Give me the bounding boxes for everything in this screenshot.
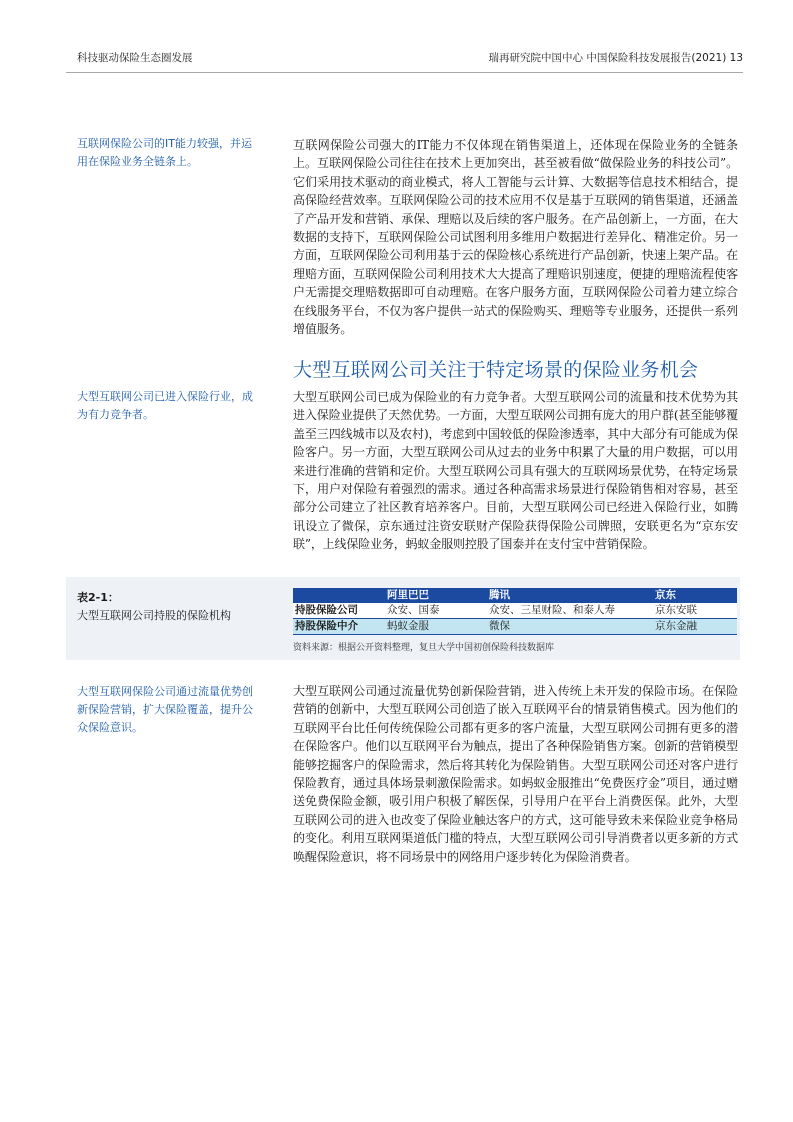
table-header-cell: 阿里巴巴 (385, 588, 487, 603)
section-title: 大型互联网公司关注于特定场景的保险业务机会 (293, 359, 699, 381)
paragraph-traffic-marketing: 大型互联网公司通过流量优势创新保险营销，进入传统上未开发的保险市场。在保险营销的创新中，大型互联网公司创造了嵌入互联网平台的情景销售模式。因为他们的互联网平台比任何传统保险公司都有更多的客户流量，大型互联网公司拥有更多的潜在保险客户。他们以互联网平台为触点，提出了各种保险销售方案。创新的营销模型能够挖掘客户的保险需求，然后将其转化为保险销售。大型互联网公司还对客户进行保险教育，通过具体场景刺激保险需求。如蚂蚁金服推出“免费医疗金”项目，通过赠送免费保险金额，吸引用户积极了解医保，引导用户在平台上消费医保。此外，大型互联网公司的进入也改变了保险业触达客户的方式，这可能导致未来保险业竞争格局的变化。利用互联网渠道低门槛的特点，大型互联网公司引导消费者以更多新的方式唤醒保险意识，将不同场景中的网络用户逐步转化为保险消费者。 (293, 684, 738, 864)
table-cell: 京东安联 (653, 603, 737, 619)
table-caption: 大型互联网公司持股的保险机构 (77, 609, 231, 622)
table-row (293, 603, 737, 619)
header-divider (66, 72, 743, 73)
running-header-right: 瑞再研究院中国中心 中国保险科技发展报告(2021) 13 (488, 52, 743, 64)
sidenote-big-internet: 大型互联网公司已进入保险行业，成为有力竞争者。 (77, 390, 253, 421)
sidenote-it-capability: 互联网保险公司的IT能力较强，并运用在保险业务全链条上。 (77, 137, 252, 168)
insurance-holdings-table (293, 588, 737, 635)
table-header-cell: 京东 (653, 588, 737, 603)
table-header-cell (293, 588, 385, 603)
running-header-left: 科技驱动保险生态圈发展 (77, 52, 193, 64)
table-cell: 微保 (487, 619, 653, 635)
table-source-note: 资料来源：根据公开资料整理，复旦大学中国初创保险科技数据库 (293, 643, 555, 653)
sidenote-traffic-marketing: 大型互联网保险公司通过流量优势创新保险营销，扩大保险覆盖，提升公众保险意识。 (77, 685, 253, 734)
table-cell: 蚂蚁金服 (385, 619, 487, 635)
paragraph-big-internet: 大型互联网公司已成为保险业的有力竞争者。大型互联网公司的流量和技术优势为其进入保险业提供了天然优势。一方面，大型互联网公司拥有庞大的用户群(甚至能够覆盖至三四线城市以及农村)，考虑到中国较低的保险渗透率，其中大部分有可能成为保险客户。另一方面，大型互联网公司从过去的业务中积累了大量的用户数据，可以用来进行准确的营销和定价。大型互联网公司具有强大的互联网场景优势，在特定场景下，用户对保险有着强烈的需求。通过各种高需求场景进行保险销售相对容易，甚至部分公司建立了社区教育培养客户。目前，大型互联网公司已经进入保险行业，如腾讯设立了微保，京东通过注资安联财产保险获得保险公司牌照，安联更名为“京东安联”，上线保险业务，蚂蚁金服则控股了国泰并在支付宝中营销保险。 (293, 390, 738, 552)
table-cell: 京东金融 (653, 619, 737, 635)
table-cell: 众安、三星财险、和泰人寿 (487, 603, 653, 619)
table-row (293, 619, 737, 635)
table-header-row (293, 588, 737, 603)
table-number: 表2-1： (77, 591, 119, 604)
table-row-header: 持股保险中介 (293, 619, 385, 635)
table-caption-block (77, 589, 231, 625)
table-header-cell: 腾讯 (487, 588, 653, 603)
table-row-header: 持股保险公司 (293, 603, 385, 619)
table-cell: 众安、国泰 (385, 603, 487, 619)
paragraph-it-capability: 互联网保险公司强大的IT能力不仅体现在销售渠道上，还体现在保险业务的全链条上。互联网保险公司往往在技术上更加突出，甚至被看做“做保险业务的科技公司”。它们采用技术驱动的商业模式，将人工智能与云计算、大数据等信息技术相结合，提高保险经营效率。互联网保险公司的技术应用不仅是基于互联网的销售渠道，还涵盖了产品开发和营销、承保、理赔以及后续的客户服务。在产品创新上，一方面，在大数据的支持下，互联网保险公司试图利用多维用户数据进行差异化、精准定价。另一方面，互联网保险公司利用基于云的保险核心系统进行产品创新，快速上架产品。在理赔方面，互联网保险公司利用技术大大提高了理赔识别速度，便捷的理赔流程使客户无需提交理赔数据即可自动理赔。在客户服务方面，互联网保险公司着力建立综合在线服务平台，不仅为客户提供一站式的保险购买、理赔等专业服务，还提供一系列增值服务。 (293, 138, 738, 337)
